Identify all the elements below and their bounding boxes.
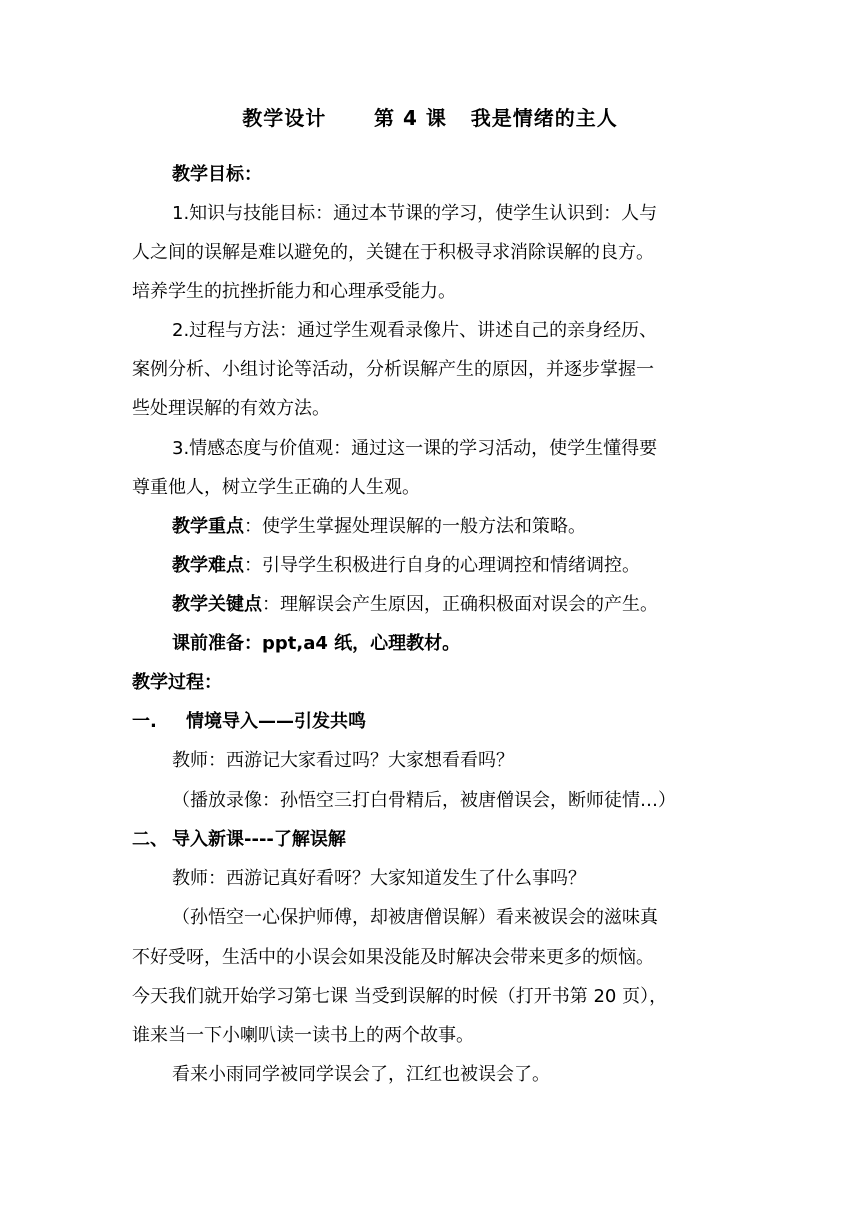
- critical-point-text: ：理解误会产生原因，正确积极面对误会的产生。: [262, 594, 658, 615]
- key-point: [172, 514, 586, 540]
- key-point-label: 教学重点: [172, 516, 244, 537]
- preparation-label: 课前准备：: [172, 633, 262, 654]
- section-2-heading: [132, 827, 346, 853]
- objective-3-line-1: 3.情感态度与价值观：通过这一课的学习活动，使学生懂得要: [172, 438, 658, 459]
- objective-1-line-2: 人之间的误解是难以避免的，关键在于积极寻求消除误解的良方。: [132, 242, 654, 263]
- section-1-line-1: 教师：西游记大家看过吗？大家想看看吗？: [172, 750, 514, 771]
- objectives-heading: 教学目标：: [172, 164, 262, 185]
- process-heading: 教学过程：: [132, 672, 222, 693]
- section-2-line-3: 不好受呀，生活中的小误会如果没能及时解决会带来更多的烦恼。: [132, 947, 654, 968]
- critical-point: [172, 592, 658, 618]
- difficult-point-text: ：引导学生积极进行自身的心理调控和情绪调控。: [244, 555, 640, 576]
- section-2-title: 导入新课----了解误解: [172, 829, 346, 850]
- section-1-line-2: （播放录像：孙悟空三打白骨精后，被唐僧误会，断师徒情…）: [172, 790, 676, 811]
- objective-1-line-1: 1.知识与技能目标：通过本节课的学习，使学生认识到：人与: [172, 203, 658, 224]
- preparation-value: ppt,a4: [262, 633, 328, 654]
- section-2-line-6: 看来小雨同学被同学误会了，江红也被误会了。: [172, 1064, 550, 1085]
- document-title: 教学设计 第 4 课 我是情绪的主人: [242, 106, 618, 130]
- critical-point-label: 教学关键点: [172, 594, 262, 615]
- section-2-line-1: 教师：西游记真好看呀？大家知道发生了什么事吗？: [172, 868, 586, 889]
- section-2-line-5: 谁来当一下小喇叭读一读书上的两个故事。: [132, 1025, 474, 1046]
- preparation-text: 纸，心理教材。: [327, 633, 461, 654]
- difficult-point-label: 教学难点: [172, 555, 244, 576]
- section-1-title: 情境导入——引发共鸣: [186, 711, 366, 732]
- section-2-number: 二、: [132, 829, 168, 850]
- objective-3-line-2: 尊重他人，树立学生正确的人生观。: [132, 477, 420, 498]
- objective-2-line-3: 些处理误解的有效方法。: [132, 398, 330, 419]
- section-2-line-2: （孙悟空一心保护师傅，却被唐僧误解）看来被误会的滋味真: [172, 907, 658, 928]
- objective-2-line-1: 2.过程与方法：通过学生观看录像片、讲述自己的亲身经历、: [172, 320, 658, 341]
- difficult-point: [172, 553, 640, 579]
- section-1-heading: [132, 709, 366, 735]
- objective-1-line-3: 培养学生的抗挫折能力和心理承受能力。: [132, 281, 456, 302]
- key-point-text: ：使学生掌握处理误解的一般方法和策略。: [244, 516, 586, 537]
- objective-2-line-2: 案例分析、小组讨论等活动，分析误解产生的原因，并逐步掌握一: [132, 359, 654, 380]
- section-1-number: 一.: [132, 711, 157, 732]
- preparation: [172, 631, 460, 657]
- section-2-line-4: 今天我们就开始学习第七课 当受到误解的时候（打开书第 20 页），: [132, 986, 668, 1007]
